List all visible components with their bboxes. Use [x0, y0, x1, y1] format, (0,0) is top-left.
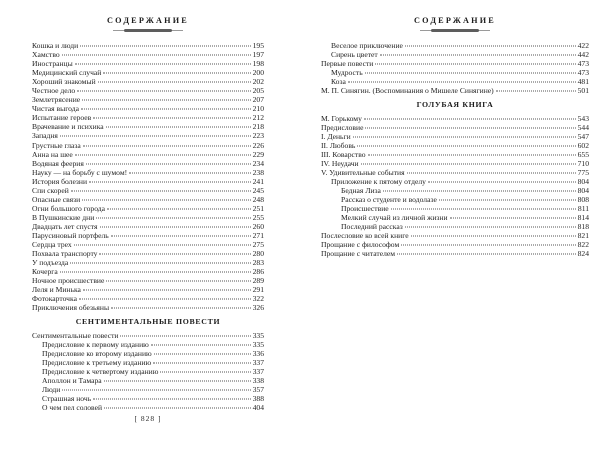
toc-entry-page: 821 — [577, 231, 589, 241]
dot-leader — [86, 163, 251, 164]
dot-leader — [496, 91, 576, 92]
toc-entry-label: Науку — на борьбу с шумом! — [32, 167, 128, 177]
toc-entry — [321, 231, 589, 240]
toc-entry — [32, 186, 264, 195]
dot-leader — [98, 82, 251, 83]
toc-entry-page: 283 — [252, 258, 264, 268]
toc-entry-page: 271 — [252, 230, 264, 240]
toc-entry-page: 241 — [252, 176, 264, 186]
dot-leader — [83, 145, 251, 146]
toc-entry — [32, 86, 264, 95]
toc-entry-page: 404 — [252, 403, 264, 413]
toc-entry-page: 501 — [577, 86, 589, 96]
toc-entry — [32, 294, 264, 303]
section-title: СЕНТИМЕНТАЛЬНЫЕ ПОВЕСТИ — [75, 316, 221, 326]
right-page — [321, 16, 589, 259]
toc-entry — [32, 122, 264, 131]
toc-entry-label: Аполлон и Тамара — [42, 376, 102, 386]
toc-entry-label: Бедная Лиза — [341, 186, 381, 196]
toc-entry — [32, 249, 264, 258]
toc-entry-page: 804 — [577, 177, 589, 187]
toc-entry — [32, 68, 264, 77]
toc-entry-page: 245 — [252, 185, 264, 195]
toc-entry-label: Медицинский случай — [32, 68, 102, 78]
toc-entry — [321, 168, 589, 177]
toc-entry-page: 357 — [252, 385, 264, 395]
toc-entry-page: 275 — [252, 240, 264, 250]
toc-entry — [32, 222, 264, 231]
toc-entry — [32, 385, 264, 394]
toc-entry — [32, 276, 264, 285]
dot-leader — [383, 191, 576, 192]
toc-entry-page: 808 — [577, 195, 589, 205]
toc-entry-label: Предисловие — [321, 122, 364, 132]
dot-leader — [80, 46, 250, 47]
toc-entry-label: Фотокарточка — [32, 294, 77, 304]
dot-leader — [71, 190, 251, 191]
dot-leader — [439, 200, 576, 201]
toc-entry — [32, 150, 264, 159]
toc-entry-page: 710 — [577, 159, 589, 169]
toc-entry — [32, 113, 264, 122]
toc-entry-label: Ночное происшествие — [32, 276, 105, 286]
dot-leader — [120, 335, 250, 336]
toc-entry-page: 442 — [577, 50, 589, 60]
dot-leader — [82, 199, 250, 200]
toc-entry-page: 388 — [252, 394, 264, 404]
page-number-footer: [ 828 ] — [134, 414, 162, 423]
toc-entry-page: 543 — [577, 113, 589, 123]
dot-leader — [450, 218, 576, 219]
dot-leader — [397, 254, 576, 255]
toc-entry-label: Честное дело — [32, 86, 76, 96]
toc-entry-label: Парусиновый портфель — [32, 230, 109, 240]
toc-entry-label: Предисловие к третьему изданию — [42, 358, 152, 368]
toc-entry-page: 337 — [252, 358, 264, 368]
dot-leader — [82, 100, 250, 101]
toc-entry-page: 547 — [577, 131, 589, 141]
toc-entry — [32, 267, 264, 276]
toc-entry-label: Первые повести — [321, 59, 374, 69]
toc-entry-label: Сирень цветет — [331, 50, 378, 60]
toc-entry — [32, 41, 264, 50]
toc-entry-label: У подъезда — [32, 258, 69, 268]
header-rule — [420, 29, 490, 32]
toc-entry-page: 804 — [577, 186, 589, 196]
toc-entry-page: 335 — [252, 330, 264, 340]
toc-entry-label: Испытание героев — [32, 113, 92, 123]
toc-entry — [32, 303, 264, 312]
toc-entry-label: Огни большого города — [32, 203, 106, 213]
toc-entry — [321, 86, 589, 95]
dot-leader — [111, 308, 251, 309]
toc-entry-page: 544 — [577, 122, 589, 132]
dot-leader — [380, 55, 576, 56]
toc-entry-label: Страшная ночь — [42, 394, 92, 404]
toc-entry-label: Кочерга — [32, 267, 58, 277]
toc-entry-page: 251 — [252, 203, 264, 213]
dot-leader — [361, 164, 576, 165]
toc-entry-label: Врачевание и психика — [32, 122, 104, 132]
dot-leader — [391, 209, 576, 210]
dot-leader — [151, 344, 251, 345]
toc-entry — [321, 114, 589, 123]
toc-entry-page: 824 — [577, 249, 589, 259]
toc-entry-page: 336 — [252, 349, 264, 358]
toc-entry-page: 326 — [252, 303, 264, 313]
toc-entry — [32, 131, 264, 140]
dot-leader — [81, 109, 251, 110]
toc-entry — [32, 240, 264, 249]
dot-leader — [75, 64, 251, 65]
toc-sections-right — [321, 41, 589, 259]
toc-entry-page: 481 — [577, 77, 589, 87]
toc-entry-label: История болезни — [32, 176, 88, 186]
toc-entry-label: Предисловие ко второму изданию — [42, 349, 152, 358]
dot-leader — [93, 399, 250, 400]
toc-entry-label: Сентиментальные повести — [32, 330, 119, 340]
dot-leader — [96, 217, 250, 218]
toc-entry-page: 255 — [252, 212, 264, 222]
toc-entry-label: В Пушкинские дни — [32, 212, 95, 222]
left-page — [32, 16, 264, 412]
toc-entry-page: 291 — [252, 285, 264, 295]
toc-entry-label: Похвала транспорту — [32, 249, 98, 259]
toc-entry-label: Хамство — [32, 50, 60, 60]
toc-entry-page: 218 — [252, 122, 264, 132]
dot-leader — [368, 154, 576, 155]
toc-entry-page: 195 — [252, 41, 264, 50]
toc-entry — [321, 249, 589, 258]
dot-leader — [154, 354, 251, 355]
contents-header-left: СОДЕРЖАНИЕ — [107, 16, 189, 25]
toc-entry-label: Сердца трех — [32, 240, 72, 250]
toc-entry-page: 473 — [577, 68, 589, 78]
toc-entry — [32, 104, 264, 113]
toc-entry-label: Рассказ о студенте и водолазе — [341, 195, 437, 205]
toc-entry-page: 248 — [252, 194, 264, 204]
toc-entry-page: 289 — [252, 276, 264, 286]
toc-entry-label: Спи скорей — [32, 185, 69, 195]
toc-entry-page: 655 — [577, 149, 589, 159]
toc-entry-label: Коза — [331, 77, 346, 87]
dot-leader — [348, 82, 576, 83]
toc-entry — [32, 358, 264, 367]
dot-leader — [401, 245, 575, 246]
toc-entry-label: М. Горькому — [321, 113, 362, 123]
dot-leader — [365, 127, 575, 128]
toc-entry-page: 202 — [252, 77, 264, 87]
toc-entry-label: Водяная феерия — [32, 158, 84, 168]
dot-leader — [411, 236, 576, 237]
dot-leader — [365, 73, 576, 74]
dot-leader — [160, 372, 250, 373]
dot-leader — [74, 245, 251, 246]
toc-entry-page: 260 — [252, 221, 264, 231]
toc-entry-label: I. Деньги — [321, 131, 351, 141]
dot-leader — [62, 55, 251, 56]
toc-entry-page: 286 — [252, 267, 264, 277]
toc-entry — [321, 186, 589, 195]
toc-entry-page: 210 — [252, 104, 264, 114]
toc-entry-label: Люди — [42, 385, 61, 395]
toc-entry-page: 335 — [252, 339, 264, 349]
toc-entry — [32, 340, 264, 349]
dot-leader — [83, 290, 251, 291]
toc-entry — [321, 59, 589, 68]
toc-entry — [321, 132, 589, 141]
toc-entry — [32, 231, 264, 240]
toc-entry — [32, 195, 264, 204]
toc-entry — [32, 403, 264, 412]
toc-entry-page: 338 — [252, 376, 264, 386]
toc-entry — [32, 168, 264, 177]
toc-entry-label: IV. Неудачи — [321, 159, 359, 169]
dot-leader — [405, 46, 576, 47]
toc-entry-label: Последний рассказ — [341, 222, 403, 232]
toc-entry-label: Иностранцы — [32, 59, 73, 69]
toc-entry-page: 223 — [252, 131, 264, 141]
toc-entry — [321, 222, 589, 231]
toc-entry-page: 207 — [252, 95, 264, 105]
toc-entry — [32, 59, 264, 68]
toc-entry-page: 337 — [252, 367, 264, 377]
dot-leader — [104, 381, 251, 382]
toc-entry — [32, 204, 264, 213]
toc-entry — [321, 50, 589, 59]
toc-entry-label: Опасные связи — [32, 194, 81, 204]
toc-entry-page: 205 — [252, 86, 264, 96]
toc-entry-label: Грустные глаза — [32, 140, 81, 150]
dot-leader — [405, 227, 576, 228]
dot-leader — [106, 281, 250, 282]
toc-entry-page: 234 — [252, 158, 264, 168]
dot-leader — [93, 118, 250, 119]
toc-entry-page: 280 — [252, 249, 264, 259]
dot-leader — [62, 390, 250, 391]
toc-entry-label: Анна на шее — [32, 149, 73, 159]
toc-entry-label: Происшествие — [341, 204, 389, 214]
dot-leader — [153, 363, 250, 364]
toc-entry-label: Чистая выгода — [32, 104, 79, 114]
toc-entry-label: Хороший знакомый — [32, 77, 96, 87]
dot-leader — [353, 136, 576, 137]
dot-leader — [375, 64, 575, 65]
toc-entry — [321, 177, 589, 186]
toc-entry-label: О чем пел соловей — [42, 403, 103, 413]
toc-entry-page: 226 — [252, 140, 264, 150]
toc-entry-label: Веселое приключение — [331, 41, 403, 50]
toc-entry-page: 811 — [577, 204, 589, 214]
toc-entry-page: 818 — [577, 222, 589, 232]
dot-leader — [104, 408, 251, 409]
toc-entry — [321, 240, 589, 249]
toc-entry — [32, 77, 264, 86]
toc-entry-label: Двадцать лет спустя — [32, 221, 98, 231]
toc-entry-page: 602 — [577, 140, 589, 150]
toc-entry-label: Мудрость — [331, 68, 363, 78]
toc-entry-page: 775 — [577, 168, 589, 178]
dot-leader — [428, 182, 576, 183]
toc-entry — [32, 285, 264, 294]
toc-entry — [32, 95, 264, 104]
toc-entry — [321, 41, 589, 50]
toc-sections-left — [32, 41, 264, 412]
toc-entry — [32, 159, 264, 168]
toc-entry-page: 212 — [252, 113, 264, 123]
dot-leader — [89, 181, 251, 182]
toc-entry-label: М. П. Синягин. (Воспоминания о Мишеле Синягине) — [321, 86, 494, 96]
dot-leader — [70, 263, 250, 264]
dot-leader — [79, 299, 251, 300]
toc-entry-page: 822 — [577, 240, 589, 250]
toc-entry-page: 473 — [577, 59, 589, 69]
toc-entry — [32, 367, 264, 376]
toc-entry — [321, 68, 589, 77]
toc-entry-page: 200 — [252, 68, 264, 78]
dot-leader — [106, 127, 251, 128]
toc-entry-label: Прощание с философом — [321, 240, 400, 250]
toc-entry — [321, 150, 589, 159]
toc-entry-label: Леля и Минька — [32, 285, 81, 295]
toc-entry — [32, 141, 264, 150]
toc-entry — [321, 213, 589, 222]
dot-leader — [60, 272, 251, 273]
dot-leader — [111, 235, 251, 236]
toc-entry-label: Мелкий случай из личной жизни — [341, 213, 448, 223]
toc-entry — [321, 159, 589, 168]
contents-header-right: СОДЕРЖАНИЕ — [414, 16, 496, 25]
dot-leader — [100, 226, 251, 227]
toc-entry-label: V. Удивительные события — [321, 168, 405, 178]
dot-leader — [99, 254, 250, 255]
toc-entry-label: Предисловие к первому изданию — [42, 339, 149, 349]
toc-entry — [32, 376, 264, 385]
toc-entry-page: 238 — [252, 167, 264, 177]
dot-leader — [407, 173, 576, 174]
toc-entry-label: Западня — [32, 131, 58, 141]
toc-entry-label: III. Коварство — [321, 149, 366, 159]
dot-leader — [364, 118, 576, 119]
toc-entry — [32, 213, 264, 222]
toc-entry — [321, 195, 589, 204]
dot-leader — [75, 154, 251, 155]
toc-entry — [321, 204, 589, 213]
toc-entry-label: Прощание с читателем — [321, 249, 396, 259]
toc-entry-label: II. Любовь — [321, 140, 356, 150]
toc-entry — [32, 177, 264, 186]
toc-entry-page: 197 — [252, 50, 264, 60]
dot-leader — [103, 73, 250, 74]
section-title: ГОЛУБАЯ КНИГА — [416, 99, 494, 109]
toc-entry-label: Землетрясение — [32, 95, 81, 105]
toc-entry-label: Послесловие ко всей книге — [321, 231, 409, 241]
dot-leader — [77, 91, 250, 92]
dot-leader — [107, 208, 251, 209]
dot-leader — [357, 145, 575, 146]
toc-entry — [32, 50, 264, 59]
toc-entry — [32, 258, 264, 267]
toc-entry — [321, 123, 589, 132]
toc-entry-page: 229 — [252, 149, 264, 159]
dot-leader — [60, 136, 251, 137]
toc-entry-label: Приложение к пятому отделу — [331, 177, 426, 187]
toc-entry — [32, 394, 264, 403]
dot-leader — [129, 172, 250, 173]
toc-entry-label: Приключения обезьяны — [32, 303, 110, 313]
toc-entry-page: 814 — [577, 213, 589, 223]
toc-entry — [32, 331, 264, 340]
toc-entry — [321, 77, 589, 86]
toc-entry-page: 422 — [577, 41, 589, 50]
toc-entry-page: 322 — [252, 294, 264, 304]
header-rule — [113, 29, 183, 32]
toc-entry — [32, 349, 264, 358]
toc-entry-label: Кошка и люди — [32, 41, 79, 50]
toc-entry-page: 198 — [252, 59, 264, 69]
toc-entry — [321, 141, 589, 150]
toc-entry-label: Предисловие к четвертому изданию — [42, 367, 159, 377]
